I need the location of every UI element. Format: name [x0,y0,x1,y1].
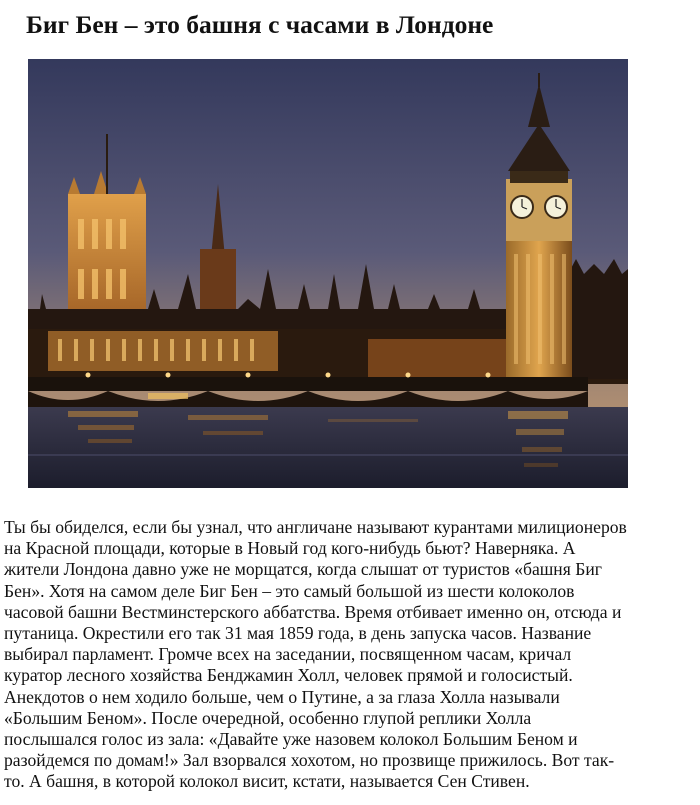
article-body-line: часовой башни Вестминстерского аббатства. Время отбивает именно он, отсюда и [4,601,622,622]
article-body [4,517,694,793]
article-body-line: жители Лондона давно уже не морщатся, когда слышат от туристов «башня Биг [4,559,602,580]
article-body-line: Анекдотов о нем ходило больше, чем о Путине, а за глаза Холла называли [4,686,560,707]
article-body-line: Бен». Хотя на самом деле Биг Бен – это самый большой из шести колоколов [4,580,575,601]
article-body-line: на Красной площади, которые в Новый год кого-нибудь бьют? Наверняка. А [4,538,576,559]
westminster-night-illustration [28,59,628,488]
article-body-line: «Большим Беном». После очередной, особенно глупой реплики Холла [4,707,532,728]
article-body-line: разойдемся по домам!» Зал взорвался хохотом, но прозвище прижилось. Вот так- [4,750,615,771]
article-title: Биг Бен – это башня с часами в Лондоне [26,10,494,39]
article-body-line: выбирал парламент. Громче всех на заседании, посвященном часам, кричал [4,644,572,665]
article-body-line: куратор лесного хозяйства Бенджамин Холл, человек прямой и голосистый. [4,665,573,686]
article-body-line: путаница. Окрестили его так 31 мая 1859 года, в день запуска часов. Название [4,623,592,644]
article-body-line: послышался голос из зала: «Давайте уже назовем колокол Большим Беном и [4,729,578,750]
bridge [28,373,588,408]
article-body-line: то. А башня, в которой колокол висит, кстати, называется Сен Стивен. [4,771,530,792]
article-body-line: Ты бы обиделся, если бы узнал, что англичане называют курантами милиционеров [4,517,627,537]
big-ben-photo [28,59,628,488]
